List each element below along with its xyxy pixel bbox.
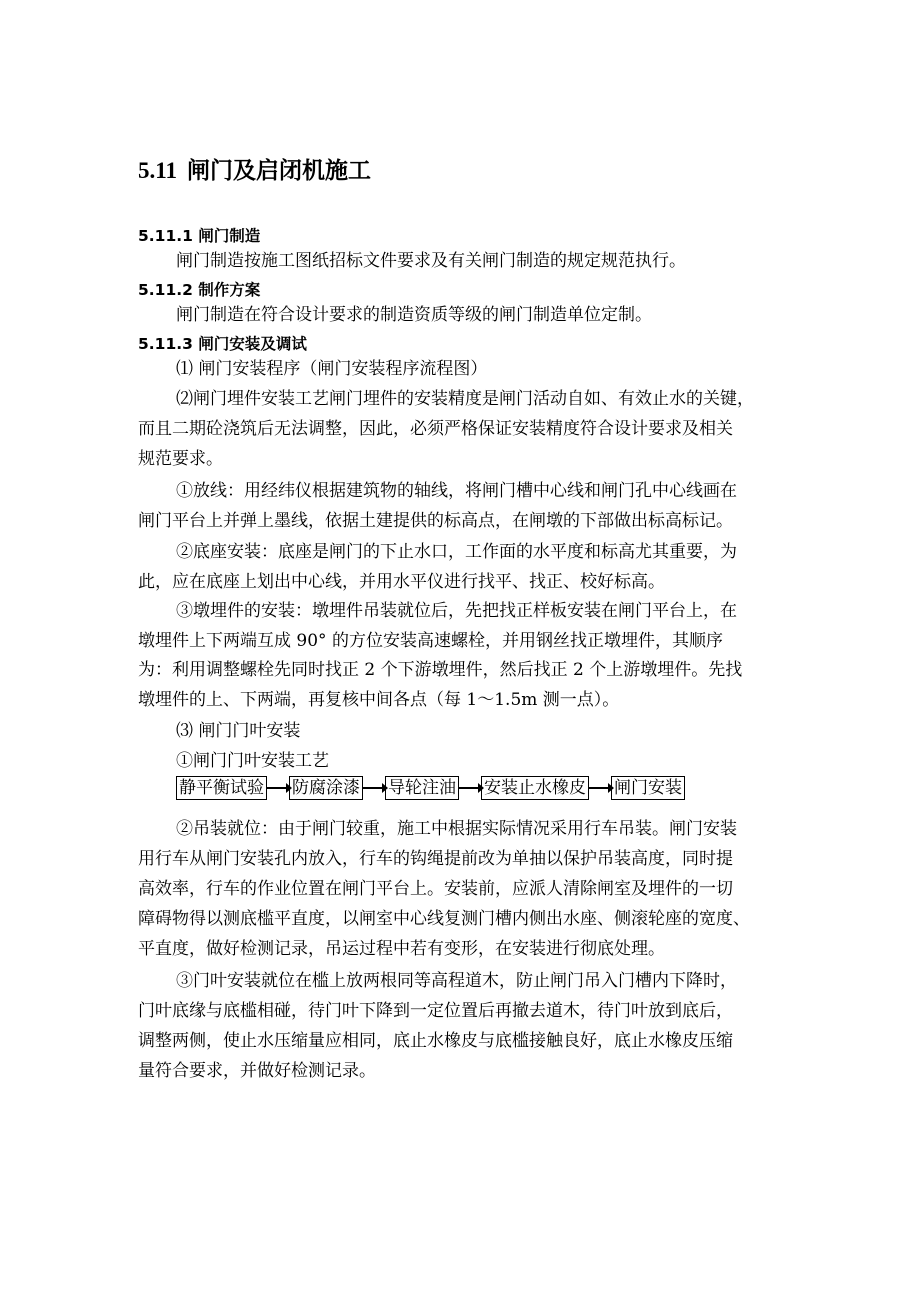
flow-step-gate-install: 闸门安装	[611, 776, 685, 800]
paragraph-line: ③墩埋件的安装：墩埋件吊装就位后，先把找正样板安装在闸门平台上，在	[176, 601, 737, 621]
flow-arrow-icon	[363, 787, 383, 789]
paragraph-line: 墩埋件上下两端互成 90° 的方位安装高速螺栓，并用钢丝找正墩埋件，其顺序	[138, 631, 723, 651]
paragraph-line: ①放线：用经纬仪根据建筑物的轴线，将闸门槽中心线和闸门孔中心线画在	[176, 481, 737, 501]
installation-flowchart	[176, 775, 685, 801]
paragraph-line: ⑵闸门埋件安装工艺闸门埋件的安装精度是闸门活动自如、有效止水的关键，	[176, 389, 754, 409]
section-title-5-11-1: 5.11.1 闸门制造	[138, 227, 261, 245]
heading-title: 闸门及启闭机施工	[186, 158, 371, 184]
flow-step-balance-test: 静平衡试验	[176, 776, 267, 800]
paragraph-line: ②底座安装：底座是闸门的下止水口，工作面的水平度和标高尤其重要，为	[176, 542, 737, 562]
paragraph-line: ⑴ 闸门安装程序（闸门安装程序流程图）	[176, 359, 488, 379]
flow-arrow-icon	[267, 787, 287, 789]
paragraph-line: 调整两侧，使止水压缩量应相同，底止水橡皮与底槛接触良好，底止水橡皮压缩	[138, 1031, 733, 1051]
paragraph-line: 规范要求。	[138, 449, 223, 469]
flow-arrow-icon	[589, 787, 609, 789]
page-heading	[138, 152, 371, 185]
paragraph-line: 高效率，行车的作业位置在闸门平台上。安装前，应派人清除闸室及埋件的一切	[138, 879, 733, 899]
paragraph-line: ①闸门门叶安装工艺	[176, 751, 329, 771]
flow-step-install-rubber-seal: 安装止水橡皮	[481, 776, 589, 800]
section-title-5-11-3: 5.11.3 闸门安装及调试	[138, 335, 307, 353]
paragraph-line: 用行车从闸门安装孔内放入，行车的钩绳提前改为单抽以保护吊装高度，同时提	[138, 849, 733, 869]
flow-arrow-icon	[459, 787, 479, 789]
paragraph-line: 为：利用调整螺栓先同时找正 2 个下游墩埋件，然后找正 2 个上游墩埋件。先找	[138, 660, 743, 680]
paragraph-line: 墩埋件的上、下两端，再复核中间各点（每 1～1.5m 测一点）。	[138, 690, 620, 710]
paragraph-line: 闸门平台上并弹上墨线，依据土建提供的标高点，在闸墩的下部做出标高标记。	[138, 511, 733, 531]
paragraph-line: 此，应在底座上划出中心线，并用水平仪进行找平、找正、校好标高。	[138, 572, 665, 592]
paragraph-line: 门叶底缘与底槛相碰，待门叶下降到一定位置后再撤去道木，待门叶放到底后，	[138, 1001, 733, 1021]
paragraph-line: 平直度，做好检测记录，吊运过程中若有变形，在安装进行彻底处理。	[138, 939, 665, 959]
flow-step-anticorrosion-paint: 防腐涂漆	[289, 776, 363, 800]
paragraph-line: 量符合要求，并做好检测记录。	[138, 1061, 376, 1081]
paragraph-line: ②吊装就位：由于闸门较重，施工中根据实际情况采用行车吊装。闸门安装	[176, 819, 737, 839]
paragraph-line: 障碍物得以测底槛平直度，以闸室中心线复测门槽内侧出水座、侧滚轮座的宽度、	[138, 909, 750, 929]
heading-number: 5.11	[138, 158, 177, 183]
paragraph-line: ⑶ 闸门门叶安装	[176, 721, 301, 741]
paragraph-line: 闸门制造在符合设计要求的制造资质等级的闸门制造单位定制。	[176, 305, 652, 325]
flow-step-guide-wheel-oil: 导轮注油	[385, 776, 459, 800]
section-title-5-11-2: 5.11.2 制作方案	[138, 281, 261, 299]
paragraph-line: 而且二期砼浇筑后无法调整，因此，必须严格保证安装精度符合设计要求及相关	[138, 419, 733, 439]
paragraph-line: 闸门制造按施工图纸招标文件要求及有关闸门制造的规定规范执行。	[176, 251, 686, 271]
paragraph-line: ③门叶安装就位在槛上放两根同等高程道木，防止闸门吊入门槽内下降时，	[176, 971, 737, 991]
